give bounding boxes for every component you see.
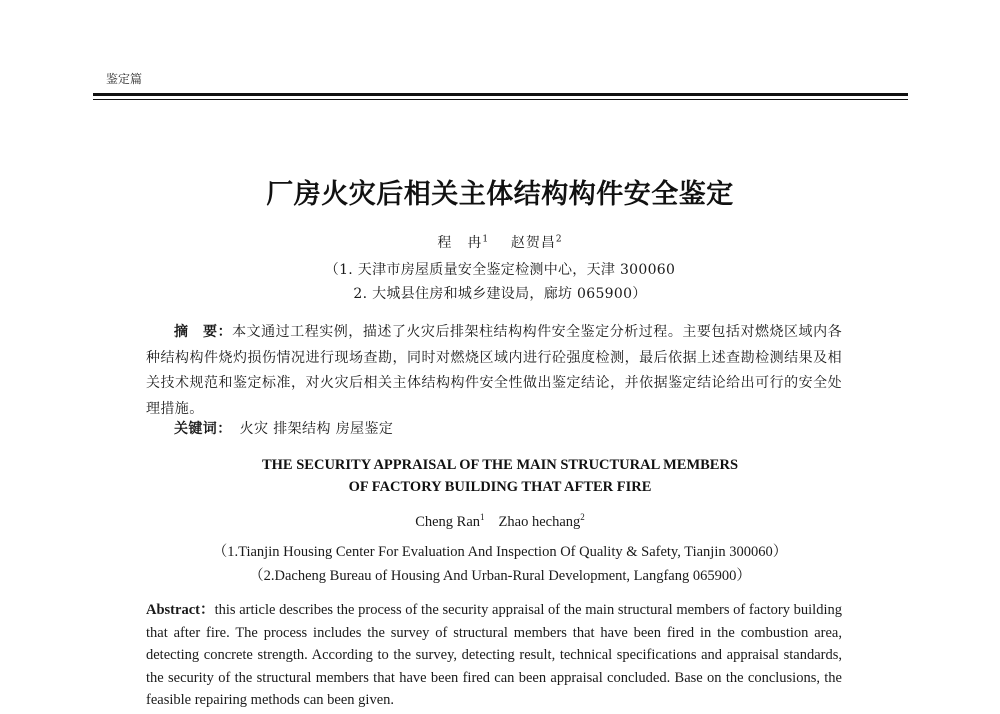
abstract-label-cn: 摘 要： — [174, 324, 233, 340]
author-2-name-en: Zhao hechang — [498, 514, 581, 530]
author-1-name-en: Cheng Ran — [415, 514, 481, 530]
author-1-affiliation-mark-en: 1 — [480, 512, 485, 523]
abstract-label-en: Abstract： — [146, 602, 215, 618]
author-2-affiliation-mark-en: 2 — [580, 512, 585, 523]
author-1-name-cn: 程 冉 — [437, 235, 483, 251]
keywords-cn — [174, 418, 393, 438]
paper-title-en-line-1: THE SECURITY APPRAISAL OF THE MAIN STRUCTURAL MEMBERS — [261, 457, 739, 473]
author-2-affiliation-mark-cn: 2 — [555, 234, 563, 245]
running-head: 鉴定篇 — [106, 72, 143, 86]
affiliation-2-en: （2.Dacheng Bureau of Housing And Urban-Rural Development, Langfang 065900） — [249, 568, 751, 584]
paper-title-en-line-2: OF FACTORY BUILDING THAT AFTER FIRE — [348, 479, 652, 495]
abstract-en — [146, 599, 842, 712]
affiliation-1-cn: （1. 天津市房屋质量安全鉴定检测中心，天津 300060 — [324, 262, 676, 278]
author-2-name-cn: 赵贺昌 — [510, 235, 556, 251]
affiliation-2-cn: 2. 大城县住房和城乡建设局，廊坊 065900） — [353, 286, 647, 302]
abstract-text-en: this article describes the process of the security appraisal of the main structural members of factory building that after fire. The process includes the survey of structural members that have been fired in the combustion area, detecting concrete strength. According to the survey, detecting result, technical specifications and appraisal standards, the security of the structural members that have been fired can been appraisal concluded. Base on the conclusions, the feasible repairing methods can been given. — [146, 602, 842, 708]
header-rule-thin — [93, 99, 908, 100]
abstract-text-cn: 本文通过工程实例，描述了火灾后排架柱结构构件安全鉴定分析过程。主要包括对燃烧区域内各种结构构件烧灼损伤情况进行现场查勘，同时对燃烧区域内进行砼强度检测，最后依据上述查勘检测结果及相关技术规范和鉴定标准，对火灾后相关主体结构构件安全性做出鉴定结论，并依据鉴定结论给出可行的安全处理措施。 — [146, 324, 842, 417]
abstract-cn — [146, 320, 842, 422]
affiliation-1-en: （1.Tianjin Housing Center For Evaluation And Inspection Of Quality & Safety, Tianjin 300060） — [212, 544, 788, 560]
header-rule-thick — [93, 93, 908, 96]
authors-cn — [0, 232, 1000, 252]
author-1-affiliation-mark-cn: 1 — [482, 234, 490, 245]
paper-title-cn: 厂房火灾后相关主体结构构件安全鉴定 — [266, 179, 734, 210]
keywords-label-cn: 关键词： — [174, 421, 232, 437]
keywords-value-cn: 火灾 排架结构 房屋鉴定 — [239, 421, 394, 437]
authors-en — [0, 514, 1000, 531]
